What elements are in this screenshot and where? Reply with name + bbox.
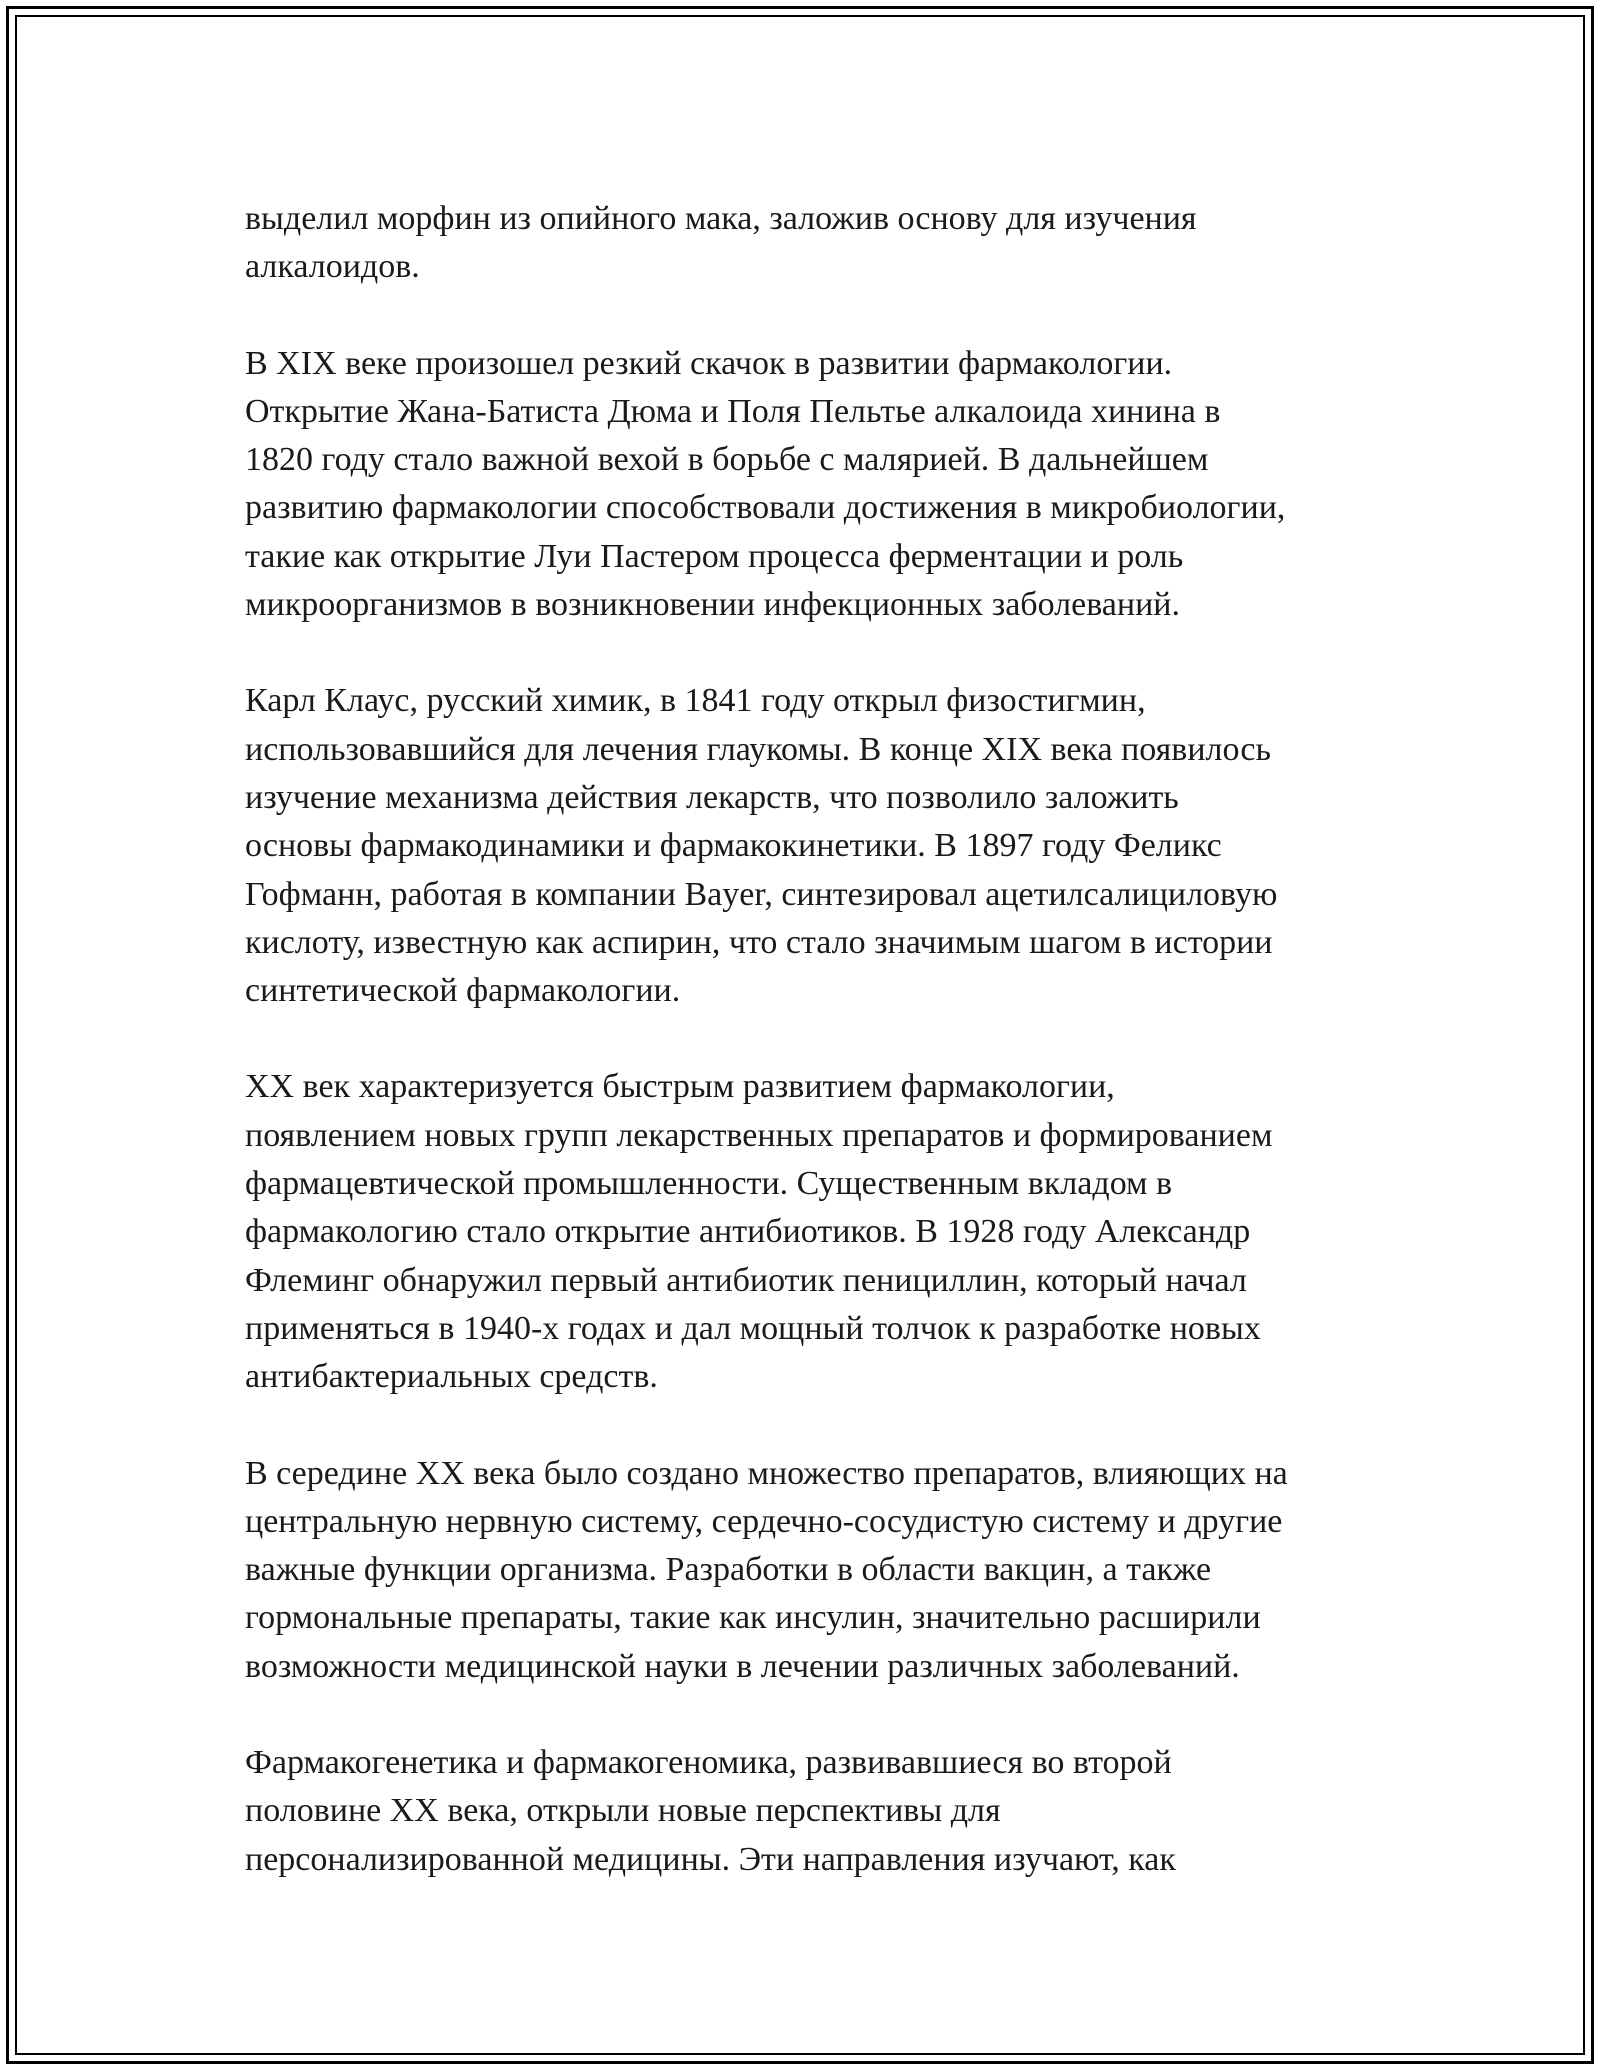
- text-line: выделил морфин из опийного мака, заложив основу для изучения: [245, 200, 1197, 237]
- text-line: центральную нервную систему, сердечно-сосудистую систему и другие: [245, 1502, 1283, 1540]
- text-line: Открытие Жана-Батиста Дюма и Поля Пельтье алкалоида хинина в: [245, 392, 1221, 430]
- text-line: Фармакогенетика и фармакогеномика, развивавшиеся во второй: [245, 1744, 1172, 1782]
- page-frame: [6, 6, 1594, 2064]
- text-line: Карл Клаус, русский химик, в 1841 году открыл физостигмин,: [245, 682, 1146, 720]
- text-line: микроорганизмов в возникновении инфекционных заболеваний.: [245, 586, 1180, 624]
- text-line: персонализированной медицины. Эти направления изучают, как: [245, 1840, 1176, 1878]
- paragraph-2: [245, 340, 1425, 630]
- paragraph-3: [245, 677, 1425, 1015]
- document-body: [245, 195, 1425, 1884]
- text-line: важные функции организма. Разработки в области вакцин, а также: [245, 1551, 1212, 1589]
- text-line: появлением новых групп лекарственных препаратов и формированием: [245, 1116, 1273, 1154]
- text-line: кислоту, известную как аспирин, что стало значимым шагом в истории: [245, 923, 1273, 961]
- text-line: алкалоидов.: [245, 248, 420, 286]
- text-line: изучение механизма действия лекарств, что позволило заложить: [245, 778, 1179, 816]
- paragraph-6: [245, 1739, 1425, 1884]
- text-line: Гофманн, работая в компании Bayer, синтезировал ацетилсалициловую: [245, 875, 1278, 913]
- text-line: 1820 году стало важной вехой в борьбе с малярией. В дальнейшем: [245, 441, 1209, 479]
- text-line: возможности медицинской науки в лечении различных заболеваний.: [245, 1647, 1240, 1685]
- text-line: синтетической фармакологии.: [245, 972, 681, 1010]
- text-line: Флеминг обнаружил первый антибиотик пенициллин, который начал: [245, 1261, 1247, 1299]
- text-line: основы фармакодинамики и фармакокинетики. В 1897 году Феликс: [245, 827, 1222, 865]
- text-line: XX век характеризуется быстрым развитием фармакологии,: [245, 1068, 1115, 1106]
- text-line: половине XX века, открыли новые перспективы для: [245, 1792, 1001, 1830]
- text-line: фармацевтической промышленности. Существенным вкладом в: [245, 1165, 1173, 1203]
- text-line: применяться в 1940-х годах и дал мощный толчок к разработке новых: [245, 1309, 1261, 1347]
- paragraph-5: [245, 1450, 1425, 1691]
- paragraph-1: [245, 195, 1425, 292]
- text-line: фармакологию стало открытие антибиотиков. В 1928 году Александр: [245, 1213, 1251, 1251]
- text-line: В XIX веке произошел резкий скачок в развитии фармакологии.: [245, 344, 1173, 382]
- text-line: такие как открытие Луи Пастером процесса ферментации и роль: [245, 537, 1184, 575]
- text-line: использовавшийся для лечения глаукомы. В конце XIX века появилось: [245, 730, 1271, 768]
- text-line: развитию фармакологии способствовали достижения в микробиологии,: [245, 489, 1286, 527]
- text-line: гормональные препараты, такие как инсулин, значительно расширили: [245, 1599, 1261, 1637]
- text-line: В середине XX века было создано множество препаратов, влияющих на: [245, 1454, 1288, 1492]
- text-line: антибактериальных средств.: [245, 1358, 658, 1396]
- paragraph-4: [245, 1063, 1425, 1401]
